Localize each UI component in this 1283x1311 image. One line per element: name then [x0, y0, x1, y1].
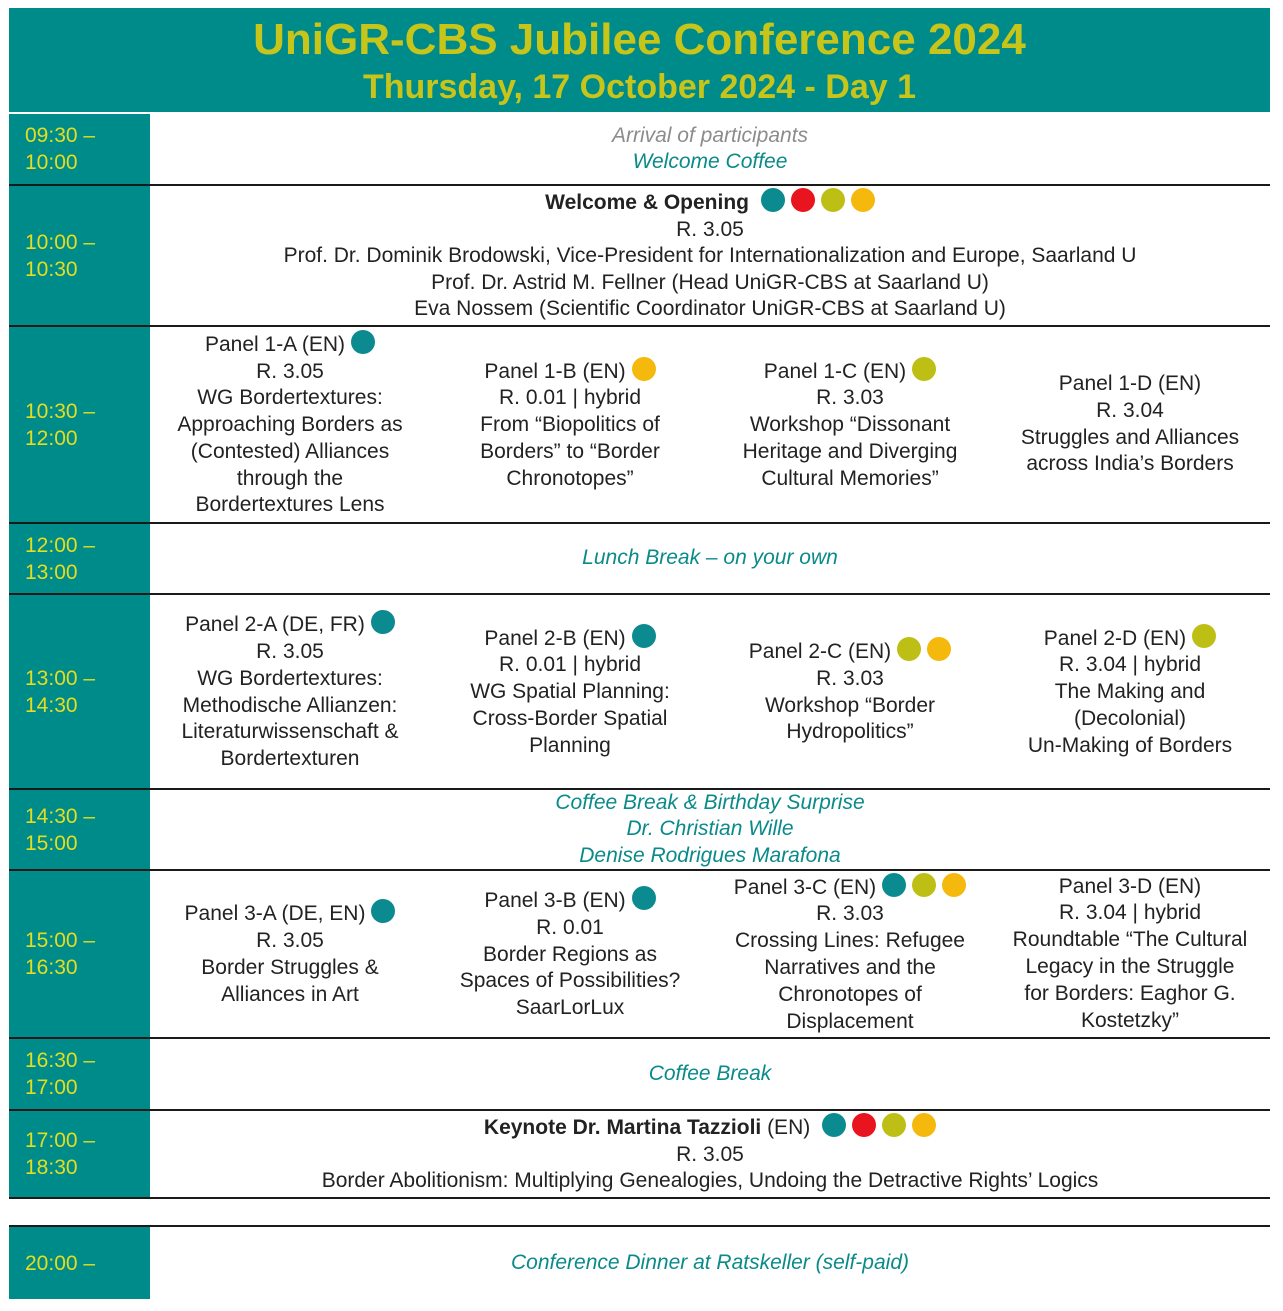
schedule-row-welcome: [9, 186, 1270, 325]
schedule-row-dinner: [9, 1227, 1270, 1299]
panel-1-a: Panel 1-A (EN) R. 3.05 WG Bordertextures: Approaching Borders as (Contested) Alliances through the Bordertextures Lens: [150, 327, 430, 522]
panel-2-d: Panel 2-D (EN) R. 3.04 | hybrid The Making and (Decolonial) Un-Making of Borders: [990, 595, 1270, 788]
time-cell: 20:00 –: [9, 1227, 150, 1299]
teal-dot-icon: [371, 610, 395, 634]
room-label: R. 3.05: [676, 217, 744, 241]
time-cell: 17:00 – 18:30: [9, 1111, 150, 1197]
teal-dot-icon: [822, 1113, 846, 1137]
teal-dot-icon: [351, 330, 375, 354]
yellow-dot-icon: [912, 1113, 936, 1137]
teal-dot-icon: [632, 624, 656, 648]
time-cell: 10:00 – 10:30: [9, 186, 150, 325]
panel-2-b: Panel 2-B (EN) R. 0.01 | hybrid WG Spatial Planning: Cross-Border Spatial Planning: [430, 595, 710, 788]
schedule-row-coffee-break: [9, 1039, 1270, 1109]
schedule-row-keynote: 17:00 – 18:30 Keynote Dr. Martina Tazzioli (EN) R. 3.05 Border Abolitionism: Multiplying Genealogies, Undoing the Detractive Rights’ Logics: [9, 1111, 1270, 1197]
teal-dot-icon: [371, 899, 395, 923]
schedule-row-arrival: [9, 114, 1270, 184]
room-label: R. 3.05: [676, 1142, 744, 1166]
arrival-label: Arrival of participants: [611, 123, 809, 147]
coffee-birthday-label: Coffee Break & Birthday Surprise: [555, 790, 865, 814]
speaker-line: Prof. Dr. Dominik Brodowski, Vice-President for Internationalization and Europe, Saarland U: [283, 244, 1137, 268]
dinner-label: Conference Dinner at Ratskeller (self-paid): [510, 1250, 909, 1274]
arrival-content: [150, 114, 1270, 184]
olive-dot-icon: [912, 357, 936, 381]
speaker-line: Denise Rodrigues Marafona: [579, 843, 841, 867]
time-cell: 13:00 – 14:30: [9, 595, 150, 788]
yellow-dot-icon: [942, 873, 966, 897]
olive-dot-icon: [912, 873, 936, 897]
olive-dot-icon: [882, 1113, 906, 1137]
welcome-coffee-label: Welcome Coffee: [632, 150, 788, 173]
lunch-break-label: Lunch Break – on your own: [582, 546, 838, 570]
time-cell: 10:30 – 12:00: [9, 327, 150, 522]
panel-1-d: Panel 1-D (EN) R. 3.04 Struggles and Alliances across India’s Borders: [1020, 371, 1240, 476]
teal-dot-icon: [882, 873, 906, 897]
olive-dot-icon: [821, 188, 845, 212]
schedule-row-panels-2: [9, 595, 1270, 788]
red-dot-icon: [852, 1113, 876, 1137]
speaker-line: Prof. Dr. Astrid M. Fellner (Head UniGR-CBS at Saarland U): [431, 270, 989, 294]
schedule-row-panels-3: [9, 871, 1270, 1037]
schedule-row-panels-1: [9, 327, 1270, 522]
panel-3-c: Panel 3-C (EN) R. 3.03 Crossing Lines: Refugee Narratives and the Chronotopes of Displacement: [710, 871, 990, 1037]
conference-title: UniGR-CBS Jubilee Conference 2024: [253, 15, 1026, 64]
speaker-line: Eva Nossem (Scientific Coordinator UniGR-CBS at Saarland U): [414, 297, 1006, 321]
schedule-row-lunch: [9, 524, 1270, 593]
time-cell: 12:00 – 13:00: [9, 524, 150, 593]
teal-dot-icon: [632, 886, 656, 910]
olive-dot-icon: [897, 637, 921, 661]
yellow-dot-icon: [851, 188, 875, 212]
day-subtitle: Thursday, 17 October 2024 - Day 1: [362, 68, 917, 106]
conference-header: [9, 8, 1270, 112]
panel-1-b: Panel 1-B (EN) R. 0.01 | hybrid From “Biopolitics of Borders” to “Border Chronotopes”: [430, 327, 710, 522]
coffee-break-label: Coffee Break: [648, 1061, 772, 1085]
olive-dot-icon: [1192, 624, 1216, 648]
panel-3-d: Panel 3-D (EN) R. 3.04 | hybrid Roundtable “The Cultural Legacy in the Struggle for Borders: Eaghor G. Kostetzky”: [1012, 874, 1248, 1032]
yellow-dot-icon: [632, 357, 656, 381]
time-cell: 16:30 – 17:00: [9, 1039, 150, 1109]
keynote-subtitle: Border Abolitionism: Multiplying Genealogies, Undoing the Detractive Rights’ Logics: [321, 1169, 1099, 1193]
panel-2-c: Panel 2-C (EN) R. 3.03 Workshop “Border Hydropolitics”: [710, 595, 990, 788]
welcome-title: Welcome & Opening: [545, 191, 749, 215]
time-cell: 09:30 – 10:00: [9, 114, 150, 184]
red-dot-icon: [791, 188, 815, 212]
time-cell: 15:00 – 16:30: [9, 871, 150, 1037]
panel-3-a: Panel 3-A (DE, EN) R. 3.05 Border Struggles & Alliances in Art: [150, 871, 430, 1037]
time-cell: 14:30 – 15:00: [9, 790, 150, 869]
welcome-content: [150, 186, 1270, 325]
schedule-row-coffee-birthday: [9, 790, 1270, 869]
row-divider: [9, 1197, 1270, 1199]
teal-dot-icon: [761, 188, 785, 212]
panel-3-b: Panel 3-B (EN) R. 0.01 Border Regions as Spaces of Possibilities? SaarLorLux: [430, 871, 710, 1037]
speaker-line: Dr. Christian Wille: [626, 817, 794, 841]
yellow-dot-icon: [927, 637, 951, 661]
keynote-title: Keynote Dr. Martina Tazzioli: [483, 1116, 762, 1140]
panel-1-c: Panel 1-C (EN) R. 3.03 Workshop “Dissonant Heritage and Diverging Cultural Memories”: [710, 327, 990, 522]
panel-2-a: Panel 2-A (DE, FR) R. 3.05 WG Bordertextures: Methodische Allianzen: Literaturwissenschaft & Bordertexturen: [150, 595, 430, 788]
